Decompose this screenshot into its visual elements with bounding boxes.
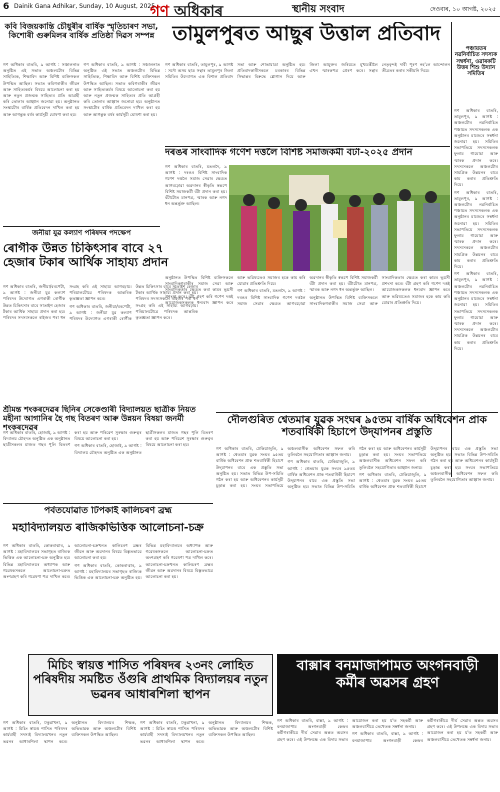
story-text: গণ অধিকাৰ বাতৰি, কোকৰাঝাৰ, ৯ আগষ্ট : মহাবিদ্যালয়ৰ সভাগৃহত ৰাজ্যিক ভিত্তিক এক আলোচনা-চক্ৰ অনুষ্ঠিত হয়। বিভিন্ন মহাবিদ্যালয়ৰ অধ্যাপক আৰু গৱেষকসকলে আলোচনা-চক্ৰত অংশগ্ৰহণ কৰি গৱেষণা পত্ৰ দাখিল কৰে। আলোচনা-চক্ৰখনত কালিচৰণ ব্ৰহ্মৰ জীৱন আৰু অৱদানৰ বিষয়ে বিস্তৃতভাৱে আলোচনা কৰা হয়। [3,543,142,580]
headline-anganwadi: বাক্সাৰ বনমাজাপামত অংগনবাড়ী কৰ্মীৰ অৱসৰ গ্ৰহণ [277,654,498,714]
story-text: গণ অধিকাৰ বাতৰি, হোজাই, ৯ আগষ্ট : বিদ্যালয় চৌহদত অনুষ্ঠিত এক অনুষ্ঠানত ছাত্ৰীসকলৰ মাজত গছৰ পুলি বিতৰণ কৰা হয় আৰু পৰিৱেশ সুৰক্ষাৰ গুৰুত্বৰ বিষয়ে আলোচনা কৰা হয়। [74,430,213,455]
story-text: গণ অধিকাৰ বাতৰি, তামুলপুৰ, ৯ আগষ্ট : অঞ্চলটোৰ নৱনিৰ্বাচিত পঞ্চায়ত সদস্যসকলক এক অনুষ্ঠানৰ মাজেৰে সম্বৰ্ধনা জনোৱা হয়। সমিতিৰ সভাপতিয়ে সদস্যসকলক ফুলাম গামোচা আৰু স্মাৰক প্ৰদান কৰে। সদস্যসকলে অঞ্চলটোৰ সামগ্ৰিক উন্নয়নৰ বাবে কাম কৰাৰ প্ৰতিশ্ৰুতি দিয়ে। [454,108,498,188]
logo-text-a: গণ [150,2,169,20]
story-body-school-foundation [3,720,273,790]
story-text: গণ অধিকাৰ বাতৰি, ৯ আগষ্ট : সঞ্চালনাত অনুষ্ঠিত এই সভাত অঞ্চলটোৰ বিভিন্ন সাহিত্যিক, শিক্ষাবিদ আৰু বিশিষ্ট ব্যক্তিসকল উপস্থিত আছিল। সভাত কবিগৰাকীৰ জীৱন আৰু সাহিত্যকৰ্মৰ বিষয়ে আলোচনা কৰা হয় আৰু নতুন প্ৰজন্মক সাহিত্যৰ প্ৰতি আগ্ৰহী কৰি তোলাৰ আহ্বান জনোৱা হয়। অনুষ্ঠানত সংস্থাটোৰ বাৰ্ষিক প্ৰতিবেদন দাখিল কৰা হয় আৰু আগন্তুক বৰ্ষৰ কাৰ্যসূচী ঘোষণা কৰা হয়। [83,62,160,117]
headline-medical-aid: ৰোগীক উন্নত চিকিৎসাৰ বাবে ২৭ হেজাৰ টকাৰ আৰ্থিক সাহায্য প্ৰদান [3,242,169,269]
story-text: অনুষ্ঠানত উপস্থিত বিশিষ্ট ব্যক্তিসকলে সাংবাদিকগৰাকীৰ সমাজ সেৱা আৰু সাংবাদিকতাৰ ক্ষেত্ৰত কৰা কামৰ ভূয়সী প্ৰশংসা কৰে। বঁটা গ্ৰহণ কৰি গণেশ দত্তই আয়োজকসকলক ধন্যবাদ জ্ঞাপন কৰে আৰু ভৱিষ্যতেও সমাজৰ হকে কাম কৰি যোৱাৰ প্ৰতিশ্ৰুতি দিয়ে। [165,275,306,305]
story-body-youth-club [216,446,498,646]
story-text: গণ অধিকাৰ বাতৰি, ঢেকিয়াজুলি, ৯ আগষ্ট : শ্বেতমাৰ যুৱক সংঘৰ ৯৫তম বাৰ্ষিক অধিবেশন প্ৰাক শতবাৰ্ষিকী হিচাপে উদ্‌যাপনৰ বাবে এক প্ৰস্তুতি সভা অনুষ্ঠিত হয়। সভাত বিভিন্ন উপ-সমিতি গঠন কৰা হয় আৰু অধিবেশনৰ কাৰ্যসূচী চূড়ান্ত কৰা হয়। সংঘৰ সভাপতিয়ে অঞ্চলবাসীক অধিবেশন সফল কৰি তুলিবলৈ সহযোগিতাৰ আহ্বান জনায়। [359,446,498,490]
story-text: গণ অধিকাৰ বাতৰি, ঢেকিয়াজুলি, ৯ আগষ্ট : শ্বেতমাৰ যুৱক সংঘৰ ৯৫তম বাৰ্ষিক অধিবেশন প্ৰাক শতবাৰ্ষিকী হিচাপে উদ্‌যাপনৰ বাবে এক প্ৰস্তুতি সভা অনুষ্ঠিত হয়। সভাত বিভিন্ন উপ-সমিতি গঠন কৰা হয় আৰু অধিবেশনৰ কাৰ্যসূচী চূড়ান্ত কৰা হয়। সংঘৰ সভাপতিয়ে অঞ্চলবাসীক অধিবেশন সফল কৰি তুলিবলৈ সহযোগিতাৰ আহ্বান জনায়। [216,446,355,489]
story-text: গণ অধিকাৰ বাতৰি, হোজাই, ৯ আগষ্ট : বিদ্যালয় চৌহদত অনুষ্ঠিত এক অনুষ্ঠানত ছাত্ৰীসকলৰ মাজত গছৰ পুলি বিতৰণ কৰা হয় আৰু পৰিৱেশ সুৰক্ষাৰ গুৰুত্বৰ বিষয়ে আলোচনা কৰা হয়। [3,430,142,448]
story-text: গণ অধিকাৰ বাতৰি, কোকৰাঝাৰ, ৯ আগষ্ট : মহাবিদ্যালয়ৰ সভাগৃহত ৰাজ্যিক ভিত্তিক এক আলোচনা-চক্ৰ অনুষ্ঠিত হয়। বিভিন্ন মহাবিদ্যালয়ৰ অধ্যাপক আৰু গৱেষকসকলে আলোচনা-চক্ৰত অংশগ্ৰহণ কৰি গৱেষণা পত্ৰ দাখিল কৰে। আলোচনা-চক্ৰখনত কালিচৰণ ব্ৰহ্মৰ জীৱন আৰু অৱদানৰ বিষয়ে বিস্তৃতভাৱে আলোচনা কৰা হয়। [74,543,213,581]
headline-award: দৰঙৰ সাংবাদিক গণেশ দত্তলৈ বিশিষ্ট সমাজকৰ্মী বঁটা-২০২৫ প্ৰদান [165,148,413,158]
headline-kalicharan: পৰ্বতযোৱাত টিপকাই কালিচৰণ ব্ৰহ্ম [44,506,172,516]
story-body-award [165,164,227,272]
divider [165,146,450,147]
headline-seminar: মহাবিদ্যালয়ত ৰাজিকভিত্তিক আলোচনা-চক্ৰ [12,522,204,534]
story-text: গণ অধিকাৰ বাতৰি, তামুলপুৰ, ৯ আগষ্ট : সদৌ অসম ছাত্ৰ সন্থাৰ তামুলপুৰ জিলা সমিতিৰ উদ্যোগত এক বিশাল প্ৰতিবাদ সভা আৰু শোভাযাত্ৰা অনুষ্ঠিত হয়। প্ৰতিবাদকাৰীসকলে চৰকাৰৰ বিভিন্ন সিদ্ধান্তৰ বিৰুদ্ধে শ্লোগান দিয়ে আৰু জিলা আয়ুক্তৰ জৰিয়তে মুখ্যমন্ত্ৰীলৈ এখন স্মাৰকপত্ৰ প্ৰেৰণ কৰে। সন্থাৰ নেতৃবৃন্দই দাবী পূৰণ নহ'লে আন্দোলন তীব্ৰতৰ কৰাৰ সকীয়নি দিয়ে। [165,62,450,80]
divider [216,412,498,413]
headline-poet-anniversary: কবি বিজয়কান্তি চৌধুৰীৰ বাৰ্ষিক স্মৃতিচাৰণ সভা, কিশোৰী গুৰুমিলৰ বাৰ্ষিক প্ৰতিষ্ঠা দিৱস সম্পন্ন [4,22,159,41]
story-text: গণ অধিকাৰ বাতৰি, মঙলদৈ, ৯ আগষ্ট : দৰঙৰ বিশিষ্ট সাংবাদিক গণেশ দত্তলৈ সমাজ সেৱাৰ ক্ষেত্ৰত আগবঢ়োৱা অৱদানৰ স্বীকৃতি স্বৰূপে বিশিষ্ট সমাজকৰ্মী বঁটা প্ৰদান কৰা হয়। বঁটাটোত মানপত্ৰ, স্মাৰক আৰু নগদ ধন অন্তৰ্ভুক্ত আছিল। [237,275,378,306]
story-text: গণ অধিকাৰ বাতৰি, জনীয়া/বৰপেটা, ৯ আগষ্ট : জনীয়া যুৱ কল্যাণ পৰিষদৰ উদ্যোগত এগৰাকী ৰোগীক উন্নত চিকিৎসাৰ বাবে সাতাইশ হেজাৰ টকাৰ আৰ্থিক সাহায্য প্ৰদান কৰা হয়। পৰিষদৰ সদস্যসকলে ৰাইজৰ পৰা ধন সংগ্ৰহ কৰি এই সাহায্য আগবঢ়ায়। পৰিয়ালটোৱে পৰিষদক আন্তৰিক কৃতজ্ঞতা জ্ঞাপন কৰে। [3,284,132,321]
story-text: অনুষ্ঠানত উপস্থিত বিশিষ্ট ব্যক্তিসকলে সাংবাদিকগৰাকীৰ সমাজ সেৱা আৰু সাংবাদিকতাৰ ক্ষেত্ৰত কৰা কামৰ ভূয়সী প্ৰশংসা কৰে। বঁটা গ্ৰহণ কৰি গণেশ দত্তই আয়োজকসকলক ধন্যবাদ জ্ঞাপন কৰে আৰু ভৱিষ্যতেও সমাজৰ হকে কাম কৰি যোৱাৰ প্ৰতিশ্ৰুতি দিয়ে। [309,275,450,306]
headline-school-trees: শ্ৰীমন্ত শংকৰদেৱৰ ছিনিৰ সেকেণ্ডাৰী বিদ্যালয়ত ছাত্ৰীক নিয়ত মহীনা আগানিৰ হৈ গছ বিতৰণ আৰু উন্নয়ন বিষয়া জনৰ্মী শংকৰদেৱৰ [3,405,196,433]
main-story-body [165,62,450,144]
column-rule [451,22,452,477]
story-text: গণ অধিকাৰ বাতৰি, বাক্সা, ৯ আগষ্ট : বনমাজাপাম অংগনবাড়ী কেন্দ্ৰৰ কৰ্মীগৰাকীয়ে দীৰ্ঘ সেৱাৰ অন্তত অৱসৰ গ্ৰহণ কৰে। এই উপলক্ষে এক বিদায় সভাৰ আয়োজন কৰা হয় য'ত সহকৰ্মী আৰু অঞ্চলবাসীয়ে তেখেতক সম্বৰ্ধনা জনায়। [352,718,498,743]
headline-youth-council: জনীয়া যুৱ কল্যাণ পৰিষদৰ পদক্ষেপ [32,229,131,237]
story-body-poet [3,62,160,224]
story-text: গণ অধিকাৰ বাতৰি, ঢেকিয়াজুলি, ৯ আগষ্ট : শ্বেতমাৰ যুৱক সংঘৰ ৯৫তম বাৰ্ষিক অধিবেশন প্ৰাক শতবাৰ্ষিকী হিচাপে উদ্‌যাপনৰ বাবে এক প্ৰস্তুতি সভা অনুষ্ঠিত হয়। সভাত বিভিন্ন উপ-সমিতি গঠন কৰা হয় আৰু অধিবেশনৰ কাৰ্যসূচী চূড়ান্ত কৰা হয়। সংঘৰ সভাপতিয়ে অঞ্চলবাসীক অধিবেশন সফল কৰি তুলিবলৈ সহযোগিতাৰ আহ্বান জনায়। [287,446,427,490]
story-body-seminar [3,543,213,646]
section-label: স্থানীয় সংবাদ [292,4,345,15]
story-body-award-continued [165,275,450,410]
story-text: গণ অধিকাৰ বাতৰি, জনীয়া/বৰপেটা, ৯ আগষ্ট : জনীয়া যুৱ কল্যাণ পৰিষদৰ উদ্যোগত এগৰাকী ৰোগীক উন্নত চিকিৎসাৰ বাবে সাতাইশ হেজাৰ টকাৰ আৰ্থিক সাহায্য প্ৰদান কৰা হয়। পৰিষদৰ সদস্যসকলে ৰাইজৰ পৰা ধন সংগ্ৰহ কৰি এই সাহায্য আগবঢ়ায়। পৰিয়ালটোৱে পৰিষদক আন্তৰিক কৃতজ্ঞতা জ্ঞাপন কৰে। [69,284,198,322]
story-text: গণ অধিকাৰ বাতৰি, ঢকুৱাখনা, ৯ আগষ্ট : মিচিং স্বায়ত্ত শাসিত পৰিষদৰ কাৰ্যবাহী সদস্যই বিদ্যালয়খনৰ নতুন ভৱনৰ আধাৰশিলা স্থাপন কৰে। অনুষ্ঠানত বিদ্যালয়ৰ শিক্ষক, অভিভাৱক আৰু অঞ্চলটোৰ বিশিষ্ট ব্যক্তিসকল উপস্থিত আছিল। [140,720,273,744]
headline-school-foundation: মিচিং স্বায়ত্ত শাসিত পৰিষদৰ ২৩নং লোহিত পৰিষদীয় সমষ্টিত ওঁগুৰি প্ৰাথমিক বিদ্যালয়ৰ নতুন ভৱনৰ আধাৰশিলা স্থাপন [28,654,273,716]
divider [3,503,213,504]
divider [3,226,160,227]
award-ceremony-photo [229,165,450,271]
logo-text-b: অধিকাৰ [174,2,224,20]
headline-panchayat: পঞ্চায়তৰ নৱনিৰ্বাচিত সদস্যক সম্বৰ্ধনা, ওৱাৰকটি উত্তৰ শিশু উদ্যান সমিতিৰ [454,46,498,78]
story-body-anganwadi [277,718,498,790]
headline-youth-club: দৌলগুৰিত শ্বেতমাৰ যুৱক সংঘৰ ৯৫তম বাৰ্ষিক অধিবেশন প্ৰাক শতবাৰ্ষিকী হিচাপে উদ্‌যাপনৰ প্ৰস্তুতি [227,414,487,439]
main-headline: তামুলপুৰত আছুৰ উত্তাল প্ৰতিবাদ [172,22,441,45]
story-text: গণ অধিকাৰ বাতৰি, বাক্সা, ৯ আগষ্ট : বনমাজাপাম অংগনবাড়ী কেন্দ্ৰৰ কৰ্মীগৰাকীয়ে দীৰ্ঘ সেৱাৰ অন্তত অৱসৰ গ্ৰহণ কৰে। এই উপলক্ষে এক বিদায় সভাৰ আয়োজন কৰা হয় য'ত সহকৰ্মী আৰু অঞ্চলবাসীয়ে তেখেতক সম্বৰ্ধনা জনায়। [277,718,423,742]
page-header [0,0,500,20]
story-text: গণ অধিকাৰ বাতৰি, ঢকুৱাখনা, ৯ আগষ্ট : মিচিং স্বায়ত্ত শাসিত পৰিষদৰ কাৰ্যবাহী সদস্যই বিদ্যালয়খনৰ নতুন ভৱনৰ আধাৰশিলা স্থাপন কৰে। অনুষ্ঠানত বিদ্যালয়ৰ শিক্ষক, অভিভাৱক আৰু অঞ্চলটোৰ বিশিষ্ট ব্যক্তিসকল উপস্থিত আছিল। [3,720,136,744]
masthead-line: Dainik Gana Adhikar, Sunday, 10 August, 2025 [14,3,156,10]
story-text: গণ অধিকাৰ বাতৰি, তামুলপুৰ, ৯ আগষ্ট : অঞ্চলটোৰ নৱনিৰ্বাচিত পঞ্চায়ত সদস্যসকলক এক অনুষ্ঠানৰ মাজেৰে সম্বৰ্ধনা জনোৱা হয়। সমিতিৰ সভাপতিয়ে সদস্যসকলক ফুলাম গামোচা আৰু স্মাৰক প্ৰদান কৰে। সদস্যসকলে অঞ্চলটোৰ সামগ্ৰিক উন্নয়নৰ বাবে কাম কৰাৰ প্ৰতিশ্ৰুতি দিয়ে। [454,189,498,270]
page-number: 6 [3,2,10,12]
story-text: গণ অধিকাৰ বাতৰি, ৯ আগষ্ট : সঞ্চালনাত অনুষ্ঠিত এই সভাত অঞ্চলটোৰ বিভিন্ন সাহিত্যিক, শিক্ষাবিদ আৰু বিশিষ্ট ব্যক্তিসকল উপস্থিত আছিল। সভাত কবিগৰাকীৰ জীৱন আৰু সাহিত্যকৰ্মৰ বিষয়ে আলোচনা কৰা হয় আৰু নতুন প্ৰজন্মক সাহিত্যৰ প্ৰতি আগ্ৰহী কৰি তোলাৰ আহ্বান জনোৱা হয়। অনুষ্ঠানত সংস্থাটোৰ বাৰ্ষিক প্ৰতিবেদন দাখিল কৰা হয় আৰু আগন্তুক বৰ্ষৰ কাৰ্যসূচী ঘোষণা কৰা হয়। [3,62,80,117]
story-text: গণ অধিকাৰ বাতৰি, মঙলদৈ, ৯ আগষ্ট : দৰঙৰ বিশিষ্ট সাংবাদিক গণেশ দত্তলৈ সমাজ সেৱাৰ ক্ষেত্ৰত আগবঢ়োৱা অৱদানৰ স্বীকৃতি স্বৰূপে বিশিষ্ট সমাজকৰ্মী বঁটা প্ৰদান কৰা হয়। বঁটাটোত মানপত্ৰ, স্মাৰক আৰু নগদ ধন অন্তৰ্ভুক্ত আছিল। [165,164,227,207]
dateline: দেওবাৰ, ১০ আগষ্ট, ২০২৫ [430,6,496,13]
story-text: গণ অধিকাৰ বাতৰি, তামুলপুৰ, ৯ আগষ্ট : অঞ্চলটোৰ নৱনিৰ্বাচিত পঞ্চায়ত সদস্যসকলক এক অনুষ্ঠানৰ মাজেৰে সম্বৰ্ধনা জনোৱা হয়। সমিতিৰ সভাপতিয়ে সদস্যসকলক ফুলাম গামোচা আৰু স্মাৰক প্ৰদান কৰে। সদস্যসকলে অঞ্চলটোৰ সামগ্ৰিক উন্নয়নৰ বাবে কাম কৰাৰ প্ৰতিশ্ৰুতি দিয়ে। [454,271,498,351]
story-body-school [3,430,213,502]
